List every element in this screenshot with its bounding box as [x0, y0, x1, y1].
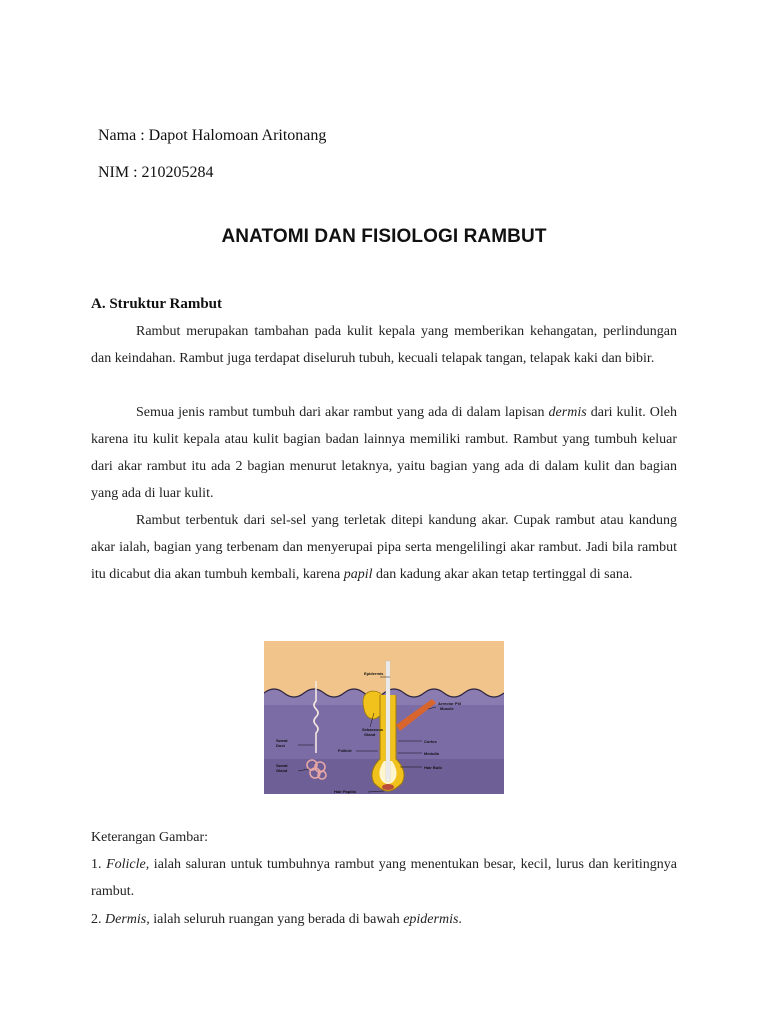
- paragraph-3-term: papil: [343, 567, 373, 582]
- caption-item-1-term: Folicle,: [106, 857, 150, 872]
- hair-anatomy-figure: [264, 641, 504, 794]
- document-title: ANATOMI DAN FISIOLOGI RAMBUT: [221, 226, 547, 247]
- caption-heading: Keterangan Gambar:: [91, 830, 208, 845]
- hair-papilla: [382, 784, 394, 790]
- label-arrector-1: Arrector Pili: [438, 701, 461, 706]
- caption-item-2-term-2: epidermis: [403, 912, 459, 927]
- label-sebaceous-1: Sebaceous: [362, 727, 384, 732]
- student-name: Nama : Dapot Halomoan Aritonang: [98, 127, 327, 144]
- caption-item-2-number: 2.: [91, 912, 105, 927]
- paragraph-3-text-b: dan kadung akar akan tetap tertinggal di sana.: [372, 567, 633, 582]
- caption-item-2-text: ialah seluruh ruangan yang berada di bawah: [149, 912, 404, 927]
- label-sweat-duct-2: Duct: [276, 743, 285, 748]
- paragraph-2-term: dermis: [548, 405, 587, 420]
- label-arrector-2: Muscle: [440, 706, 454, 711]
- label-sweat-gland-2: Gland: [276, 768, 288, 773]
- caption-item-2-end: .: [458, 912, 462, 927]
- paragraph-1-text: Rambut merupakan tambahan pada kulit kepala yang memberikan kehangatan, perlindungan dan keindahan. Rambut juga terdapat diseluruh tubuh, kecuali telapak tangan, telapak kaki dan bibir.: [91, 324, 677, 366]
- student-nim: NIM : 210205284: [98, 164, 214, 181]
- label-follicle: Follicle: [338, 748, 352, 753]
- paragraph-2-text-b: dari kulit. Oleh karena itu kulit kepala atau kulit bagian badan lainnya memiliki rambut. Rambut yang tumbuh keluar dari akar rambut itu ada 2 bagian menurut letaknya, yaitu bagian yang ada di dalam kulit dan bagian yang ada di luar kulit.: [91, 405, 677, 501]
- paragraph-2-text-a: Semua jenis rambut tumbuh dari akar rambut yang ada di dalam lapisan: [136, 405, 549, 420]
- caption-item-2: [91, 906, 677, 933]
- label-sweat-duct-1: Sweat: [276, 738, 288, 743]
- paragraph-1: [91, 318, 677, 372]
- caption-item-1-text: ialah saluran untuk tumbuhnya rambut yang menentukan besar, kecil, lurus dan keritingnya rambut.: [91, 857, 678, 899]
- caption-item-1: [91, 851, 677, 905]
- paragraph-3-text-a: Rambut terbentuk dari sel-sel yang terletak ditepi kandung akar. Cupak rambut atau kandung akar ialah, bagian yang terbenam dan menyerupai pipa serta mengelilingi akar rambut. Jadi bila rambut itu dicabut dia akan tumbuh kembali, karena: [91, 513, 677, 582]
- label-medulla: Medulla: [424, 751, 439, 756]
- section-heading: A. Struktur Rambut: [91, 296, 222, 312]
- paragraph-2: [91, 399, 677, 507]
- paragraph-3: [91, 507, 677, 588]
- label-cortex: Cortex: [424, 739, 437, 744]
- caption-item-1-number: 1.: [91, 857, 107, 872]
- label-hair-bulb: Hair Bulb: [424, 765, 442, 770]
- label-sebaceous-2: Gland: [364, 732, 376, 737]
- caption-item-2-term: Dermis,: [105, 912, 150, 927]
- hair-anatomy-illustration: [264, 641, 504, 794]
- label-hair-papilla: Hair Papilla: [334, 789, 356, 794]
- label-epidermis: Epidermis: [364, 671, 384, 676]
- label-sweat-gland-1: Sweat: [276, 763, 288, 768]
